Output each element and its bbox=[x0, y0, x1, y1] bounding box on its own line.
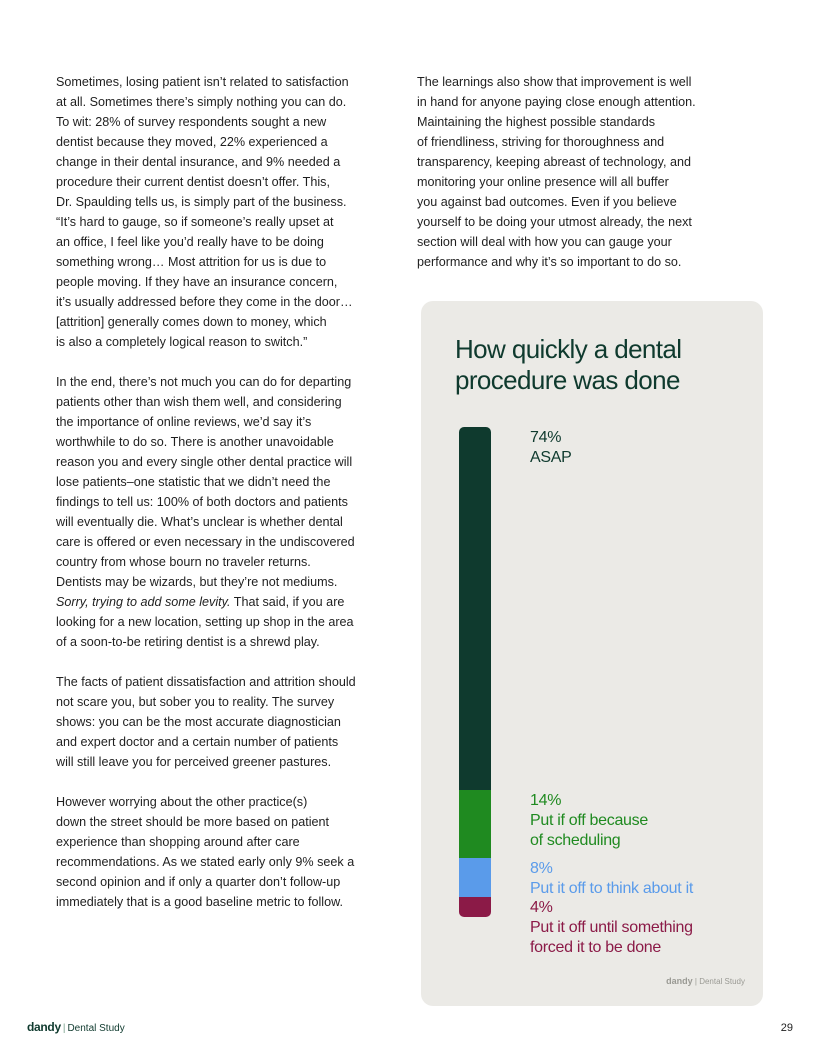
italic-aside: Sorry, trying to add some levity. bbox=[56, 595, 231, 609]
text-line: will eventually die. What’s unclear is whether dental bbox=[56, 515, 343, 529]
paragraph-moving bbox=[56, 72, 406, 352]
segment-percent: 14% bbox=[530, 791, 562, 809]
text-line: the importance of online reviews, we’d say it’s bbox=[56, 415, 312, 429]
text-line: Dentists may be wizards, but they’re not mediums. bbox=[56, 575, 338, 589]
dandy-logo: dandy bbox=[666, 976, 693, 986]
text-fragment: That said, if you are bbox=[230, 595, 345, 609]
brand-text: Dental Study bbox=[67, 1023, 125, 1034]
segment-percent: 8% bbox=[530, 860, 553, 878]
text-line: To wit: 28% of survey respondents sought a new bbox=[56, 115, 327, 129]
text-line: findings to tell us: 100% of both doctors and patients bbox=[56, 495, 348, 509]
text-line: immediately that is a good baseline metric to follow. bbox=[56, 895, 343, 909]
text-line: recommendations. As we stated early only 9% seek a bbox=[56, 855, 355, 869]
bar-segment bbox=[459, 858, 491, 897]
text-line: and expert doctor and a certain number of patients bbox=[56, 735, 339, 749]
text-line: it’s usually addressed before they come in the door… bbox=[56, 295, 353, 309]
paragraph-dissatisfaction bbox=[56, 672, 406, 772]
text-line: dentist because they moved, 22% experienced a bbox=[56, 135, 328, 149]
text-line: you against bad outcomes. Even if you believe bbox=[417, 195, 677, 209]
segment-name: Put it off to think about it bbox=[530, 880, 693, 898]
text-line: at all. Sometimes there’s simply nothing you can do. bbox=[56, 95, 347, 109]
text-line: However worrying about the other practice(s) bbox=[56, 795, 308, 809]
dandy-logo: dandy bbox=[27, 1020, 61, 1034]
text-line: people moving. If they have an insurance concern, bbox=[56, 275, 338, 289]
brand-text: Dental Study bbox=[699, 977, 745, 986]
text-line: down the street should be more based on patient bbox=[56, 815, 330, 829]
bar-segment bbox=[459, 790, 491, 859]
text-line: section will deal with how you can gauge your bbox=[417, 235, 672, 249]
text-line: “It’s hard to gauge, so if someone’s really upset at bbox=[56, 215, 334, 229]
brand-separator: | bbox=[694, 977, 697, 986]
text-line: reason you and every single other dental practice will bbox=[56, 455, 353, 469]
text-line: Maintaining the highest possible standards bbox=[417, 115, 656, 129]
text-line: [attrition] generally comes down to money, which bbox=[56, 315, 327, 329]
page-number: 29 bbox=[780, 1022, 793, 1034]
text-line bbox=[56, 592, 406, 612]
text-line: not scare you, but sober you to reality. The survey bbox=[56, 695, 335, 709]
segment-label bbox=[530, 898, 693, 958]
text-line: is also a completely logical reason to switch.” bbox=[56, 335, 308, 349]
segment-percent: 74% bbox=[530, 429, 562, 446]
chart-title-line: How quickly a dental bbox=[455, 334, 682, 364]
left-column bbox=[56, 72, 406, 932]
chart-card bbox=[421, 301, 763, 1006]
text-line: something wrong… Most attrition for us is due to bbox=[56, 255, 327, 269]
text-line: lose patients–one statistic that we didn’t need the bbox=[56, 475, 331, 489]
right-column bbox=[417, 72, 747, 292]
text-line: transparency, keeping abreast of technology, and bbox=[417, 155, 691, 169]
text-line: will still leave you for perceived greener pastures. bbox=[56, 755, 332, 769]
text-line: The facts of patient dissatisfaction and attrition should bbox=[56, 675, 356, 689]
text-line: In the end, there’s not much you can do for departing bbox=[56, 375, 352, 389]
segment-name: of scheduling bbox=[530, 831, 621, 849]
text-line: change in their dental insurance, and 9% needed a bbox=[56, 155, 341, 169]
bar-segment bbox=[459, 897, 491, 917]
segment-percent: 4% bbox=[530, 899, 553, 917]
footer-brand bbox=[27, 1020, 125, 1034]
text-line: second opinion and if only a quarter don’t follow-up bbox=[56, 875, 341, 889]
card-brand bbox=[666, 976, 745, 986]
paragraph-learnings bbox=[417, 72, 747, 272]
paragraph-departing-patients bbox=[56, 372, 406, 652]
text-line: looking for a new location, setting up shop in the area bbox=[56, 615, 354, 629]
segment-name: Put it off until something bbox=[530, 919, 693, 937]
text-line: patients other than wish them well, and considering bbox=[56, 395, 342, 409]
text-line: of friendliness, striving for thoroughness and bbox=[417, 135, 665, 149]
brand-separator: | bbox=[62, 1023, 66, 1034]
segment-label bbox=[530, 791, 648, 851]
chart-title-line: procedure was done bbox=[455, 365, 680, 395]
segment-name: forced it to be done bbox=[530, 939, 661, 957]
text-line: country from whose bourn no traveler returns. bbox=[56, 555, 311, 569]
paragraph-other-practices bbox=[56, 792, 406, 912]
segment-name: ASAP bbox=[530, 449, 572, 466]
text-line: procedure their current dentist doesn’t offer. This, bbox=[56, 175, 330, 189]
text-line: yourself to be doing your utmost already, the next bbox=[417, 215, 692, 229]
chart-title bbox=[455, 334, 755, 396]
bar-segment bbox=[459, 427, 491, 790]
text-line: monitoring your online presence will all buffer bbox=[417, 175, 669, 189]
text-line: worthwhile to do so. There is another unavoidable bbox=[56, 435, 334, 449]
text-line: care is offered or even necessary in the undiscovered bbox=[56, 535, 355, 549]
text-line: an office, I feel like you’d really have to be doing bbox=[56, 235, 324, 249]
text-line: of a soon-to-be retiring dentist is a shrewd play. bbox=[56, 635, 320, 649]
text-line: shows: you can be the most accurate diagnostician bbox=[56, 715, 341, 729]
text-line: The learnings also show that improvement is well bbox=[417, 75, 692, 89]
segment-name: Put if off because bbox=[530, 811, 648, 829]
text-line: Dr. Spaulding tells us, is simply part of the business. bbox=[56, 195, 347, 209]
text-line: performance and why it’s so important to do so. bbox=[417, 255, 682, 269]
text-line: in hand for anyone paying close enough attention. bbox=[417, 95, 696, 109]
text-line: Sometimes, losing patient isn’t related to satisfaction bbox=[56, 75, 349, 89]
segment-label bbox=[530, 859, 693, 899]
text-line: experience than shopping around after care bbox=[56, 835, 300, 849]
segment-label bbox=[530, 428, 572, 468]
